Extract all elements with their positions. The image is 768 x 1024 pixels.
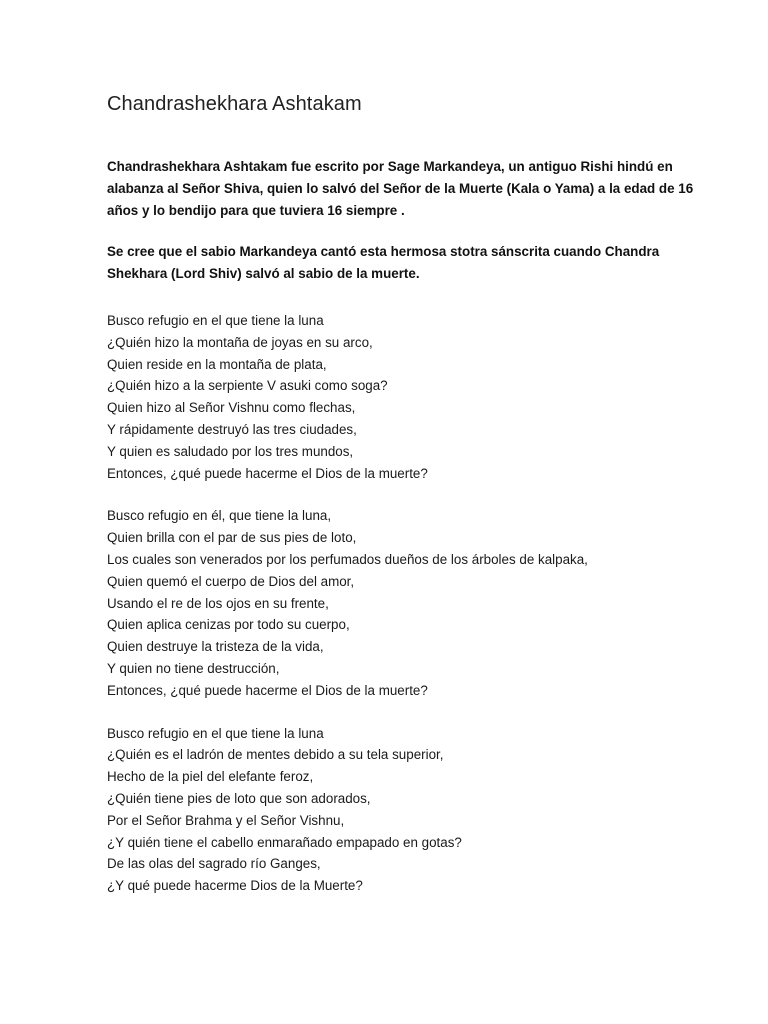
verse-line: Por el Señor Brahma y el Señor Vishnu, [107,812,345,828]
verse-line: Quien reside en la montaña de plata, [107,356,327,372]
intro-paragraph-authorship: Chandrashekhara Ashtakam fue escrito por Sage Markandeya, un antiguo Rishi hindú en alabanza al Señor Shiva, quien lo salvó del Señor de la Muerte (Kala o Yama) a la edad de 16 años y lo bendijo para que tuviera 16 siempre . [107,159,694,218]
verse-line: Usando el re de los ojos en su frente, [107,595,329,611]
verse-line: Quien destruye la tristeza de la vida, [107,639,324,655]
verse-line: Y quien no tiene destrucción, [107,660,280,676]
verse-line: Y quien es saludado por los tres mundos, [107,443,354,459]
verse-line: Los cuales son venerados por los perfumados dueños de los árboles de kalpaka, [107,551,588,567]
verse-line: ¿Quién hizo la montaña de joyas en su arco, [107,334,373,350]
verse-line: Quien hizo al Señor Vishnu como flechas, [107,400,356,416]
verse-line: Busco refugio en él, que tiene la luna, [107,508,332,524]
verse-line: Quien aplica cenizas por todo su cuerpo, [107,617,350,633]
stanza-1 [107,310,707,484]
verse-line: Y rápidamente destruyó las tres ciudades, [107,421,357,437]
stanza-3 [107,723,707,897]
verse-line: ¿Quién es el ladrón de mentes debido a su tela superior, [107,747,444,763]
verse-line: Quien quemó el cuerpo de Dios del amor, [107,573,355,589]
verse-line: Busco refugio en el que tiene la luna [107,312,324,328]
verse-line: ¿Quién tiene pies de loto que son adorados, [107,790,371,806]
stanza-2 [107,505,707,701]
intro-paragraph-origin: Se cree que el sabio Markandeya cantó esta hermosa stotra sánscrita cuando Chandra Shekhara (Lord Shiv) salvó al sabio de la muerte. [107,244,660,282]
verse-line: Busco refugio en el que tiene la luna [107,725,324,741]
verse-line: Entonces, ¿qué puede hacerme el Dios de la muerte? [107,465,428,481]
verse-line: Entonces, ¿qué puede hacerme el Dios de la muerte? [107,682,428,698]
verse-line: ¿Y qué puede hacerme Dios de la Muerte? [107,878,363,894]
document-title: Chandrashekhara Ashtakam [107,93,362,115]
verse-line: Quien brilla con el par de sus pies de loto, [107,530,357,546]
verse-line: Hecho de la piel del elefante feroz, [107,769,314,785]
verse-line: ¿Y quién tiene el cabello enmarañado empapado en gotas? [107,834,462,850]
verse-line: ¿Quién hizo a la serpiente V asuki como soga? [107,378,388,394]
document-page [107,90,707,918]
verse-line: De las olas del sagrado río Ganges, [107,856,321,872]
